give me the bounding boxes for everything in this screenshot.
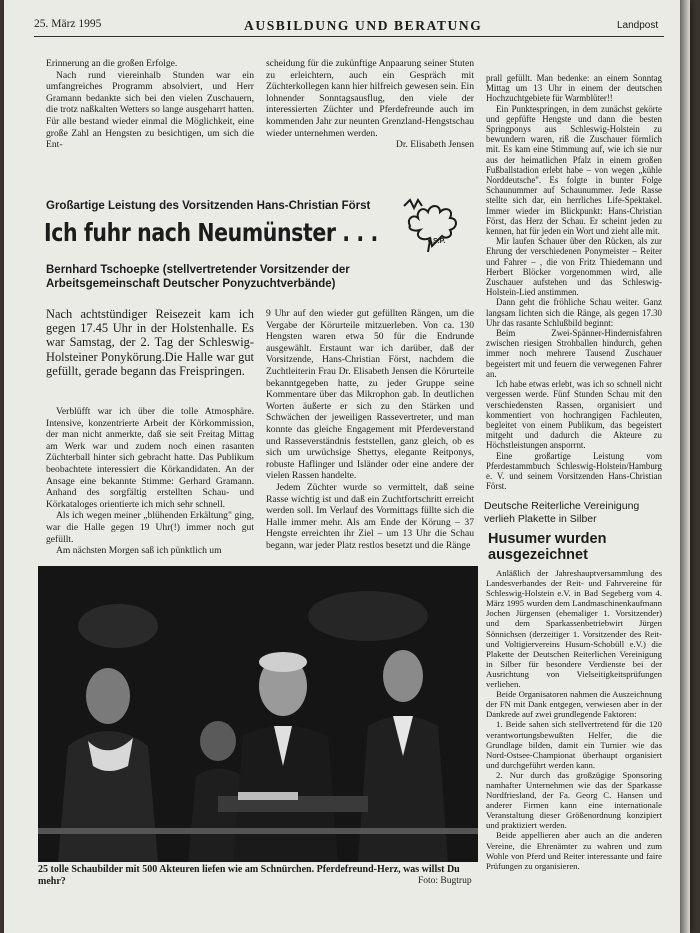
side-article-body bbox=[486, 568, 662, 871]
paragraph: Mir laufen Schauer über den Rücken, als zur Ehrung der verschiedenen Ponymeister – Reiter und Fahrer – , die von Fritz Thiedemann und Herbert Blöcker vorgenommen wird, alle Zuschauer aufstehen und das Schleswig-Holstein-Lied anstimmen. bbox=[486, 236, 662, 298]
photo-credit: Foto: Bugtrup bbox=[418, 876, 472, 886]
paragraph: Anläßlich der Jahreshauptversammlung des Landesverbandes der Reit- und Fahrvereine für Schleswig-Holstein e.V. in Bad Segeberg vom 4. März 1995 wurden dem Landmaschinenkaufmann Jochen Jürgensen (ehemaliger 1. Vorsitzender) und dem Sparkassenbetriebwirt Jürgen Sönnichsen (derzeitiger 1. Vorsitzender des Reit- und Voltigiervereins Husum-Schobüll e.V.) die Plakette der Deutschen Reiterlichen Vereinigung in Silber für besondere Verdienste bei der Ausrichtung von Vielseitigkeitsprüfungen verliehen. bbox=[486, 568, 662, 690]
article-col3 bbox=[486, 73, 662, 491]
paragraph: Als ich wegen meiner „blühenden Erkältung" ging, war die Halle gegen 19 Uhr(!) immer noch gut gefüllt. bbox=[46, 510, 254, 545]
paragraph: Beide appellieren aber auch an die anderen Vereine, die Ehrenämter zu wahren und zum Wohle von Pferd und Reiter interessante und faire Prüfungen zu organisieren. bbox=[486, 830, 662, 871]
paragraph: Dann geht die fröhliche Schau weiter. Ganz langsam lichten sich die Ränge, als gegen 17.30 Uhr das rasante Schlußbild beginnt: bbox=[486, 297, 662, 328]
issue-date: 25. März 1995 bbox=[34, 18, 102, 30]
paragraph: Erinnerung an die großen Erfolge. bbox=[46, 58, 178, 69]
paragraph: Ich habe etwas erlebt, was ich so schnell nicht vergessen werde. Fünf Stunden Schau mit den verschiedensten Rassen, organisiert und kommentiert von hochrangigen Fachleuten, begleitet von einem Publikum, das begeistert mitgeht und dadurch die Akteure zu Höchstleistungen ansporrnt. bbox=[486, 379, 662, 451]
paragraph: Eine großartige Leistung vom Pferdestammbuch Schleswig-Holstein/Hamburg e. V. und seinem Vorsitzenden Hans-Christian Först. bbox=[486, 450, 662, 492]
publication-name: Landpost bbox=[617, 20, 659, 31]
paragraph: Am nächsten Morgen saß ich pünktlich um bbox=[56, 545, 222, 557]
event-photo bbox=[38, 566, 478, 862]
article-author: Bernhard Tschoepke (stellvertretender Vorsitzender der Arbeitsgemeinschaft Deutscher Ponyzuchtverbände) bbox=[46, 264, 350, 290]
paragraph: Jedem Züchter wurde so vermittelt, daß seine Rasse wichtig ist und daß ein Zuchtfortschritt erreicht werden soll. Im Verlauf des Vormittags füllte sich die Halle immer mehr. Als am Ende der Körung – 37 Hengste erreichten ihr Ziel – um 13 Uhr die Schau begann, war jeder Platz restlos besetzt und die Ränge bbox=[266, 481, 474, 551]
newspaper-page bbox=[4, 0, 690, 933]
prev-article-col2 bbox=[266, 58, 474, 151]
paragraph: Beim Zwei-Spänner-Hindernisfahren zwischen riesigen Strohballen hindurch, gehen immer noch mehrere Tausend Zuschauer begeistert mit und feuern die verwegenen Fahrer an. bbox=[486, 328, 662, 379]
paragraph: Nach rund viereinhalb Stunden war ein umfangreiches Programm absolviert, und Herr Gramann bedankte sich bei den vielen Zuschauern, die trotz naßkalten Wetters so lange ausgeharrt hatten. Für alle bestand wieder einmal die Möglichkeit, eine große Zahl an Hengsten zu besichtigen, um sich die Ent- bbox=[46, 69, 254, 151]
article-headline: Ich fuhr nach Neumünster . . . bbox=[44, 218, 378, 247]
paragraph: Beide Organisatoren nahmen die Auszeichnung der FN mit Dank entgegen, verwiesen aber in der Dankrede auf zwei grundlegende Faktoren: bbox=[486, 689, 662, 720]
author-signature: Dr. Elisabeth Jensen bbox=[395, 139, 474, 151]
photo-illustration bbox=[38, 566, 478, 862]
article-col1 bbox=[46, 406, 254, 557]
section-title: AUSBILDUNG UND BERATUNG bbox=[244, 18, 483, 33]
paragraph: 2. Nur durch das großzügige Sponsoring namhafter Unternehmen wie das der Sparkasse Nordfriesland, der Fa. Georg C. Hansen und anderer Firmen kann eine internationale Veranstaltung dieser Größenordnung konzipiert und praktiziert werden. bbox=[486, 769, 662, 831]
paragraph: scheidung für die zukünftige Anpaarung seiner Stuten zu erleichtern, auch ein Gespräch mit Züchterkollegen kann hier hilfreich gewesen sein. Ein lohnender Sonntagsausflug, den viele der interessierten Züchter und Pferdefreunde auch im kommenden Jahr zur neunten Grenzland-Hengstschau wieder unternehmen werden. bbox=[266, 58, 474, 139]
logo-label: V.S.P. bbox=[427, 238, 446, 245]
paragraph: prall gefüllt. Man bedenke: an einem Sonntag Mittag um 13 Uhr in einem der deutschen Hochzuchtgebiete für Warmblüter!! bbox=[486, 73, 662, 104]
article-lead: Nach achtstündiger Reisezeit kam ich gegen 17.45 Uhr in der Holstenhalle. Es war Samstag, der 2. Tag der Schleswig-Holsteiner Ponykörung.Die Halle war gut gefüllt, gerade begann das Freispringen. bbox=[46, 307, 254, 378]
paragraph: 9 Uhr auf den wieder gut gefüllten Rängen, um die Vergabe der Körurteile mitzuerleben. Von ca. 130 Hengsten waren etwa 50 für die Endrunde ausgewählt. Erstaunt war ich darüber, daß der Vorsitzende, Hans-Christian Först, nachdem die Zuchtleiterin Frau Dr. Elisabeth Jensen die Körurteile bekanntgegeben hatte, zu jeder Gruppe seine Kommentare über das Mikrophon gab. In deutlichen Worten äußerte er sich zu den Stärken und Schwächen der jeweiligen Rassevertreter, und man konnte das gleiche Engagement mit Pferdeverstand und Rasseverständnis feststellen, ganz gleich, ob es sich um urwüchsige Shettys, elegante Reitponys, robuste Haflinger und Isländer oder eine andere der vielen Rassen handelte. bbox=[266, 308, 474, 482]
header-rule bbox=[34, 36, 664, 37]
article-kicker: Großartige Leistung des Vorsitzenden Hans-Christian Först bbox=[46, 200, 371, 212]
photo-caption: 25 tolle Schaubilder mit 500 Akteuren liefen wie am Schnürchen. Pferdefreund-Herz, was willst Du mehr? bbox=[38, 864, 460, 887]
side-article-headline: Husumer wurden ausgezeichnet bbox=[488, 531, 607, 563]
page-edge bbox=[680, 0, 690, 933]
article-col2 bbox=[266, 308, 474, 551]
paragraph: 1. Beide sahen sich stellvertretend für die 120 verantwortungsbewußten Helfer, die die Grundlage bilden, damit ein Turnier wie das Nord-Ostsee-Championat überhaupt organisiert und durchgeführt werden kann. bbox=[486, 719, 662, 770]
paragraph: Verblüfft war ich über die tolle Atmosphäre. Intensive, konzentrierte Arbeit der Körkommission, der man nicht anmerkte, daß sie seit Freitag Mittag am Werk war und zudem noch einen rasanten Züchterball hinter sich gebracht hatte. Das Publikum beobachtete interessiert die Körkandidaten. An der Ansage eine bekannte Stimme: Gerhard Gramann. Anhand des sorgfältig erstellten Schau- und Körkataloges orientierte ich mich sehr schnell. bbox=[46, 406, 254, 510]
paragraph: Ein Punktespringen, in dem zunächst gekörte und gepfüfte Hengste und dann die besten Springponys aus Schleswig-Holstein zu bewundern waren, riß die Zuschauer förmlich mit. Es kam eine Stimmung auf, wie ich sie nur aus der heimatlichen Pfalz in einem großen Fußballstadion erlebt habe – von wegen „kühle Norddeutsche". Es folgte in bunter Folge Schaunummer auf Schaunummer. Jede Rasse stellte sich dar, ein herrliches Life-Spektakel. Immer wieder im Blickpunkt: Hans-Christian Först, das Herz der Schau. Er scheint jeden zu kennen, hat für jeden ein Wort und zieht alle mit. bbox=[486, 103, 662, 237]
prev-article-col1 bbox=[46, 58, 254, 151]
side-article-kicker: Deutsche Reiterliche Vereinigung verlieh Plakette in Silber bbox=[484, 500, 640, 525]
